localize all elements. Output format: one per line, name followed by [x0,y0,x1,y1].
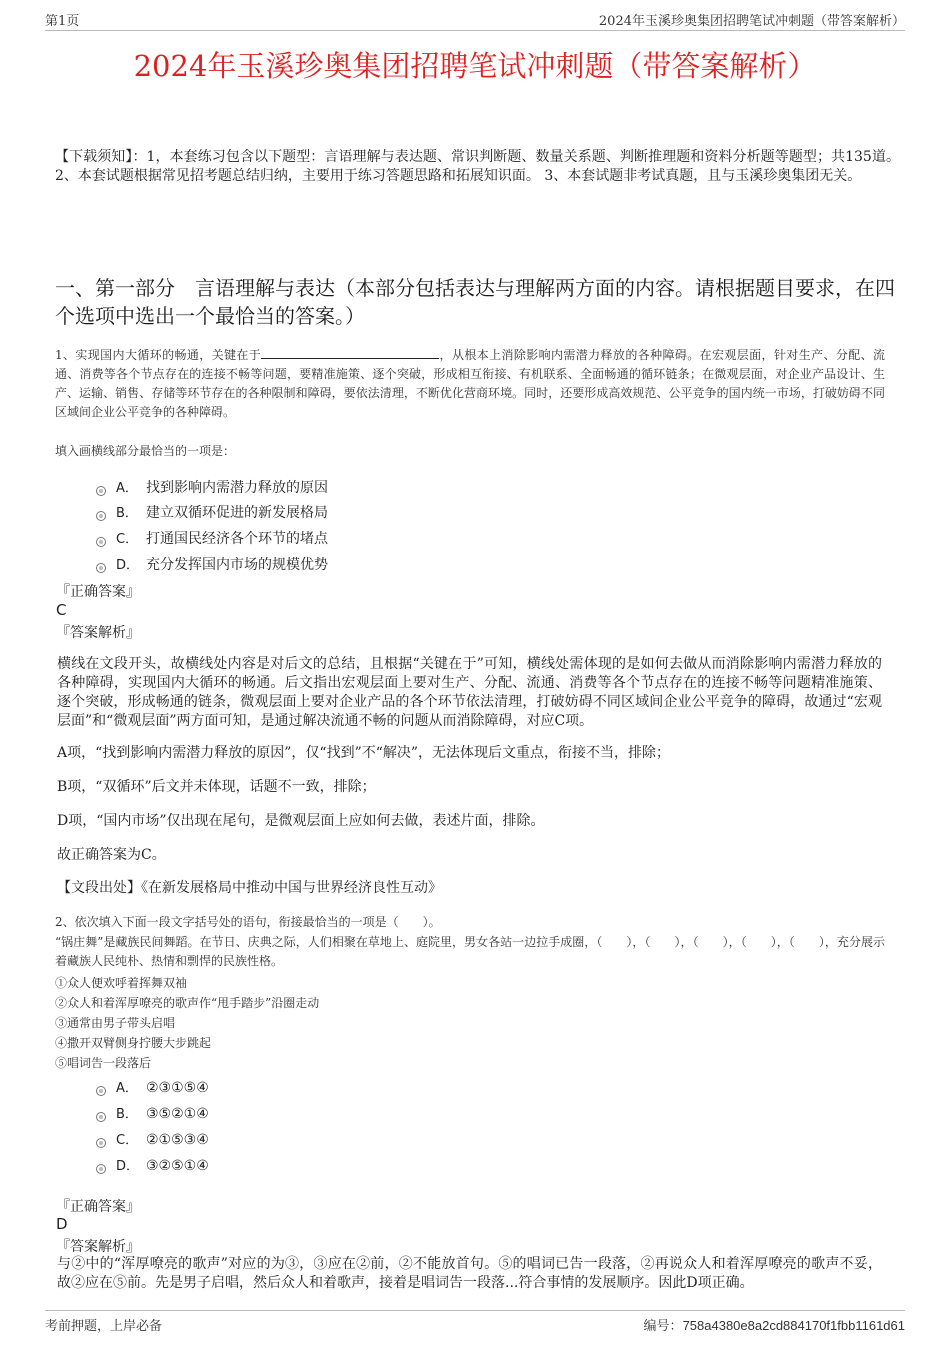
document-title: 2024年玉溪珍奥集团招聘笔试冲刺题（带答案解析） [133,49,817,83]
q1-option-d[interactable]: D． 充分发挥国内市场的规模优势 [96,554,328,574]
q2-option-c[interactable]: C． ②①⑤③④ [96,1129,209,1148]
footer-slogan: 考前押题，上岸必备 [45,1319,163,1334]
q2-answer: D [56,1215,68,1233]
radio-icon[interactable] [96,1138,106,1148]
q2-analysis-label: 『答案解析』 [56,1239,140,1255]
page-number: 第1页 [45,14,80,29]
q2-item-5: ⑤唱词告一段落后 [55,1056,152,1070]
q2-item-4: ④撒开双臂侧身拧腰大步跳起 [55,1036,212,1050]
q1-prompt: 填入画横线部分最恰当的一项是： [55,444,236,458]
q1-analysis-conclusion: 故正确答案为C。 [57,847,166,863]
radio-icon[interactable] [96,1164,106,1174]
q2-analysis: 与②中的“浑厚嘹亮的歌声”对应的为③，③应在②前，②不能放首句。⑤的唱词已告一段落，②再说众人和着浑厚嘹亮的歌声不妥，故②应在⑤前。先是男子启唱，然后众人和着歌声，接着是唱词告一段落...符合事情的发展顺序。因此D项正确。 [57,1256,882,1291]
q1-answer-label: 『正确答案』 [56,584,140,600]
q2-stem: 2、依次填入下面一段文字括号处的语句，衔接最恰当的一项是（ ）。 [55,915,441,929]
footer-divider [45,1310,905,1311]
radio-icon[interactable] [96,1086,106,1096]
q2-item-1: ①众人便欢呼着挥舞双袖 [55,976,188,990]
radio-icon[interactable] [96,1112,106,1122]
q2-option-b[interactable]: B． ③⑤②①④ [96,1103,209,1122]
q2-option-d[interactable]: D． ③②⑤①④ [96,1155,209,1174]
q1-option-a[interactable]: A． 找到影响内需潜力释放的原因 [96,477,328,497]
q2-passage: “锅庄舞”是藏族民间舞蹈。在节日、庆典之际，人们相聚在草地上、庭院里，男女各站一边拉手成圈，（ ），（ ），（ ），（ ），（ ），充分展示着藏族人民纯朴、热情和剽悍的民族性格。 [55,935,885,968]
radio-icon[interactable] [96,511,106,521]
q1-analysis-label: 『答案解析』 [56,625,140,641]
q1-analysis-main: 横线在文段开头，故横线处内容是对后文的总结，且根据“关键在于”可知，横线处需体现的是如何去做从而消除影响内需潜力释放的各种障碍，实现国内大循环的畅通。后文指出宏观层面上要对生产、分配、流通、消费等各个节点存在的连接不畅等问题精准施策、逐个突破，形成畅通的链条，微观层面上要对企业产品的各个环节依法清理，打破妨碍不同区域间企业公平竞争的障碍，故通过“宏观层面”和“微观层面”两方面可知，是通过解决流通不畅的问题从而消除障碍，对应C项。 [57,656,882,729]
download-notice: 【下载须知】：1，本套练习包含以下题型：言语理解与表达题、常识判断题、数量关系题、判断推理题和资料分析题等题型；共135道。 2、本套试题根据常见招考题总结归纳，主要用于练习答题思路和拓展知识面。 3、本套试题非考试真题，且与玉溪珍奥集团无关。 [55,149,900,184]
q2-answer-label: 『正确答案』 [56,1199,140,1215]
q2-option-a[interactable]: A． ②③①⑤④ [96,1077,209,1096]
fill-blank [261,347,439,359]
radio-icon[interactable] [96,563,106,573]
q1-analysis-a: A项，“找到影响内需潜力释放的原因”，仅“找到”不“解决”，无法体现后文重点，衔接不当，排除； [57,745,671,761]
q1-analysis-d: D项，“国内市场”仅出现在尾句，是微观层面上应如何去做，表述片面，排除。 [57,813,545,829]
q2-item-3: ③通常由男子带头启唱 [55,1016,176,1030]
document-code: 编号：758a4380e8a2cd884170f1fbb1161d61 [643,1318,905,1334]
running-title: 2024年玉溪珍奥集团招聘笔试冲刺题（带答案解析） [598,14,905,29]
q1-stem: 1、实现国内大循环的畅通，关键在于 ，从根本上消除影响内需潜力释放的各种障碍。在宏观层面，针对生产、分配、流通、消费等各个节点存在的连接不畅等问题，要精准施策、逐个突破，形成相互衔接、有机联系、全面畅通的循环链条；在微观层面，对企业产品设计、生产、运输、销售、存储等环节存在的各种限制和障碍，要依法清理，不断优化营商环境。同时，还要形成高效规范、公平竞争的国内统一市场，打破妨碍不同区域间企业公平竞争的各种障碍。 [55,348,885,419]
q1-source: 【文段出处】《在新发展格局中推动中国与世界经济良性互动》 [57,880,442,896]
section-heading: 一、第一部分 言语理解与表达（本部分包括表达与理解两方面的内容。请根据题目要求，在四个选项中选出一个最恰当的答案。） [55,276,895,328]
radio-icon[interactable] [96,486,106,496]
q1-option-c[interactable]: C． 打通国民经济各个环节的堵点 [96,528,328,548]
header-divider [45,30,905,31]
q1-option-b[interactable]: B． 建立双循环促进的新发展格局 [96,502,328,522]
radio-icon[interactable] [96,537,106,547]
q1-analysis-b: B项，“双循环”后文并未体现，话题不一致，排除； [57,779,376,795]
q2-item-2: ②众人和着浑厚嘹亮的歌声作“甩手踏步”沿圈走动 [55,996,320,1010]
q1-answer: C [56,601,67,619]
